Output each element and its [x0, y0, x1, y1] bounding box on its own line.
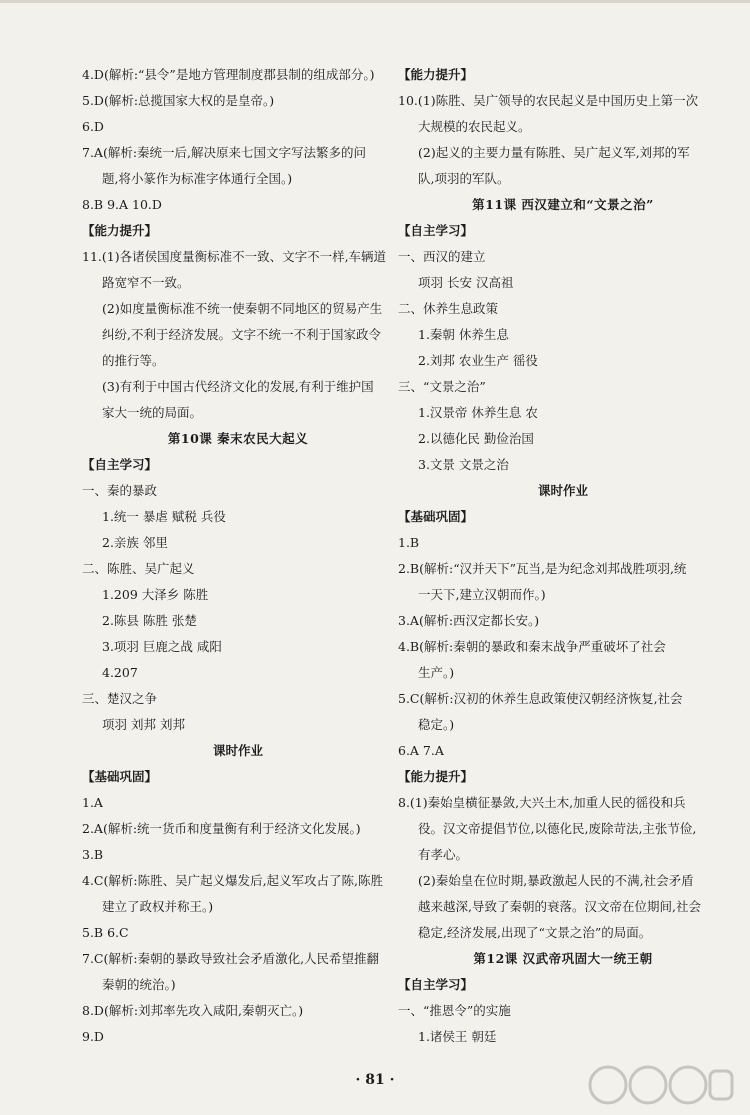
answer-line: 3.项羽 巨鹿之战 咸阳	[102, 639, 222, 654]
answer-line: 稳定。)	[418, 717, 455, 732]
answer-line: (2)起义的主要力量有陈胜、吴广起义军,刘邦的军	[418, 145, 690, 160]
top-edge	[0, 0, 750, 3]
answer-line: 建立了政权并称王。)	[102, 899, 214, 914]
answer-line: 队,项羽的军队。	[418, 171, 510, 186]
answer-line: 项羽 长安 汉高祖	[418, 275, 514, 290]
section-heading: 【能力提升】	[82, 223, 158, 238]
answer-line: 生产。)	[418, 665, 455, 680]
section-heading: 【基础巩固】	[398, 509, 474, 524]
answer-line: 题,将小篆作为标准字体通行全国。)	[102, 171, 293, 186]
answer-line: 2.陈县 陈胜 张楚	[102, 613, 197, 628]
lesson-title: 第11课 西汉建立和“文景之治”	[472, 197, 654, 212]
page-number: · 81 ·	[355, 1072, 395, 1088]
section-heading: 【能力提升】	[398, 67, 474, 82]
answer-line: 9.D	[82, 1029, 104, 1044]
answer-line: 稳定,经济发展,出现了“文景之治”的局面。	[418, 925, 652, 940]
answer-line: 1.秦朝 休养生息	[418, 327, 509, 342]
section-heading: 【能力提升】	[398, 769, 474, 784]
answer-line: 1.统一 暴虐 赋税 兵役	[102, 509, 226, 524]
answer-line: 8.D(解析:刘邦率先攻入咸阳,秦朝灭亡。)	[82, 1003, 304, 1018]
answer-line: 8.B 9.A 10.D	[82, 197, 162, 212]
answer-line: 二、休养生息政策	[398, 301, 499, 316]
answer-line: (2)秦始皇在位时期,暴政激起人民的不满,社会矛盾	[418, 873, 694, 888]
answer-line: 6.D	[82, 119, 104, 134]
answer-line: 3.B	[82, 847, 104, 862]
answer-line: 2.刘邦 农业生产 徭役	[418, 353, 538, 368]
answer-line: 1.诸侯王 朝廷	[418, 1029, 497, 1044]
answer-line: 家大一统的局面。	[102, 405, 203, 420]
answer-line: (2)如度量衡标准不统一使秦朝不同地区的贸易产生	[102, 301, 383, 316]
lesson-title: 第12课 汉武帝巩固大一统王朝	[473, 951, 653, 966]
answer-line: 一、秦的暴政	[82, 483, 158, 498]
answer-line: 4.D(解析:“县令”是地方管理制度郡县制的组成部分。)	[82, 67, 375, 82]
answer-line: 一、西汉的建立	[398, 249, 486, 264]
answer-line: 5.C(解析:汉初的休养生息政策使汉朝经济恢复,社会	[398, 691, 683, 706]
left-column	[82, 62, 394, 1050]
answer-line: (3)有利于中国古代经济文化的发展,有利于维护国	[102, 379, 374, 394]
answer-line: 2.以德化民 勤俭治国	[418, 431, 534, 446]
answer-line: 3.文景 文景之治	[418, 457, 509, 472]
answer-line: 路宽窄不一致。	[102, 275, 190, 290]
answer-line: 4.B(解析:秦朝的暴政和秦末战争严重破坏了社会	[398, 639, 666, 654]
answer-line: 4.C(解析:陈胜、吴广起义爆发后,起义军攻占了陈,陈胜	[82, 873, 384, 888]
section-heading: 【自主学习】	[82, 457, 158, 472]
answer-line: 1.A	[82, 795, 103, 810]
answer-line: 1.汉景帝 休养生息 农	[418, 405, 538, 420]
answer-line: 2.B(解析:“汉并天下”瓦当,是为纪念刘邦战胜项羽,统	[398, 561, 687, 576]
answer-line: 8.(1)秦始皇横征暴敛,大兴土木,加重人民的徭役和兵	[398, 795, 686, 810]
section-heading: 【基础巩固】	[82, 769, 158, 784]
answer-line: 2.亲族 邻里	[102, 535, 168, 550]
answer-line: 4.207	[102, 665, 138, 680]
answer-line: 7.C(解析:秦朝的暴政导致社会矛盾激化,人民希望推翻	[82, 951, 380, 966]
answer-line: 役。汉文帝提倡节位,以德化民,废除苛法,主张节俭,	[418, 821, 697, 836]
answer-line: 5.D(解析:总揽国家大权的是皇帝。)	[82, 93, 275, 108]
answer-line: 一、“推恩令”的实施	[398, 1003, 511, 1018]
answer-line: 一天下,建立汉朝而作。)	[418, 587, 546, 602]
answer-line: 三、楚汉之争	[82, 691, 158, 706]
answer-line: 秦朝的统治。)	[102, 977, 176, 992]
section-heading: 【自主学习】	[398, 977, 474, 992]
homework-heading: 课时作业	[212, 743, 263, 758]
answer-line: 5.B 6.C	[82, 925, 129, 940]
answer-line: 纠纷,不利于经济发展。文字不统一不利于国家政令	[102, 327, 381, 342]
answer-line: 11.(1)各诸侯国度量衡标准不一致、文字不一样,车辆道	[82, 249, 387, 264]
answer-line: 三、“文景之治”	[398, 379, 486, 394]
answer-line: 项羽 刘邦 刘邦	[102, 717, 185, 732]
right-column	[398, 62, 728, 1050]
answer-line: 大规模的农民起义。	[418, 119, 531, 134]
answer-line: 3.A(解析:西汉定都长安。)	[398, 613, 540, 628]
section-heading: 【自主学习】	[398, 223, 474, 238]
answer-line: 2.A(解析:统一货币和度量衡有利于经济文化发展。)	[82, 821, 361, 836]
lesson-title: 第10课 秦末农民大起义	[167, 431, 309, 446]
homework-heading: 课时作业	[537, 483, 588, 498]
answer-line: 有孝心。	[418, 847, 469, 862]
answer-line: 10.(1)陈胜、吴广领导的农民起义是中国历史上第一次	[398, 93, 699, 108]
answer-line: 1.209 大泽乡 陈胜	[102, 587, 209, 602]
answer-line: 7.A(解析:秦统一后,解决原来七国文字写法繁多的问	[82, 145, 367, 160]
answer-line: 1.B	[398, 535, 420, 550]
answer-line: 6.A 7.A	[398, 743, 444, 758]
answer-line: 越来越深,导致了秦朝的衰落。汉文帝在位期间,社会	[418, 899, 701, 914]
answer-line: 二、陈胜、吴广起义	[82, 561, 195, 576]
answer-line: 的推行等。	[102, 353, 165, 368]
